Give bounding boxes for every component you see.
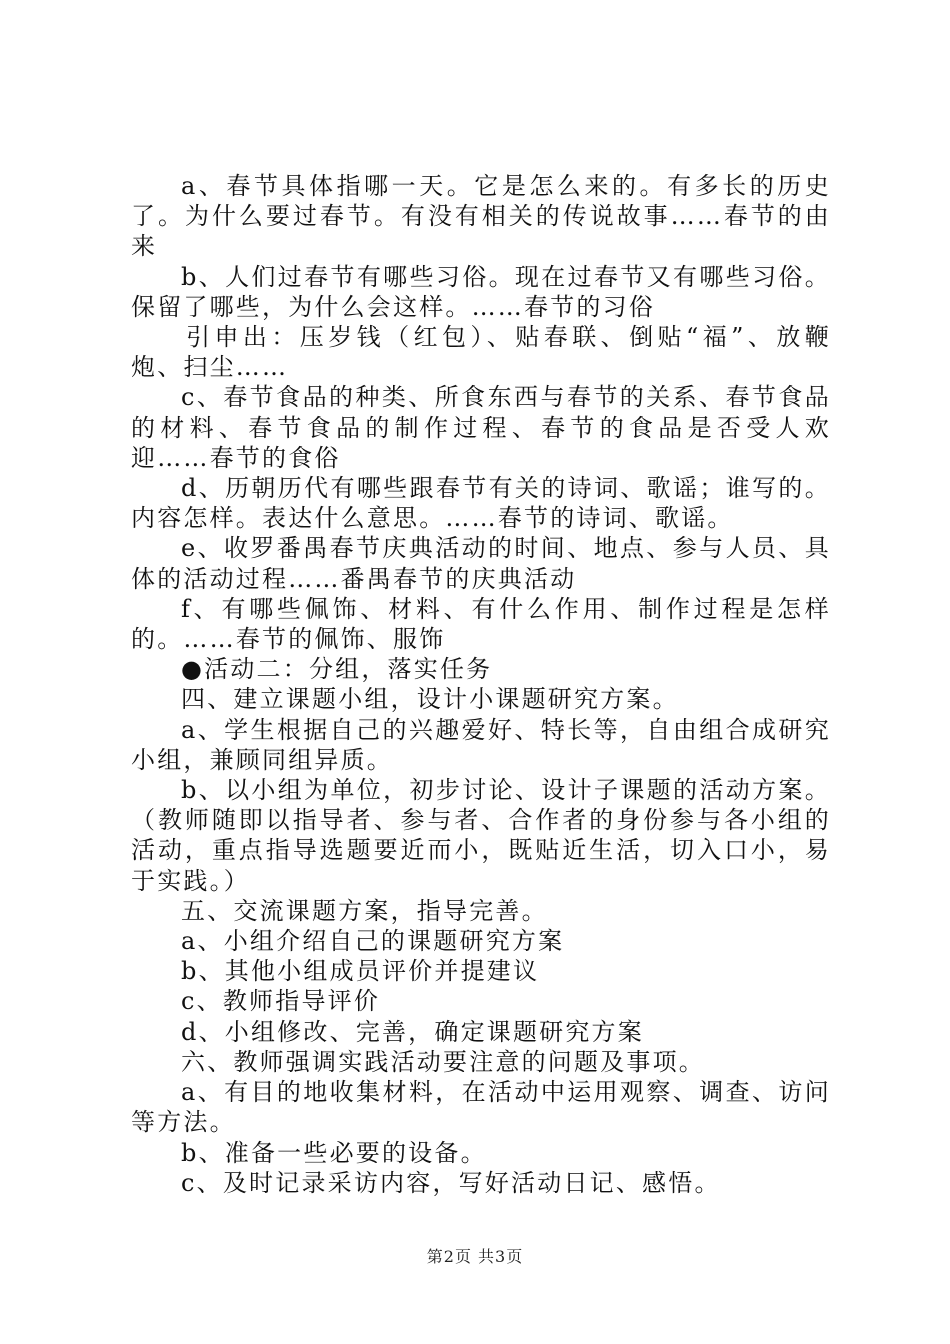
paragraph-food: c、春节食品的种类、所食东西与春节的关系、春节食品的材料、春节食品的制作过程、春节的食品是否受人欢迎……春节的食俗 [131, 383, 831, 472]
list-item-6a: a、有目的地收集材料，在活动中运用观察、调查、访问等方法。 [131, 1078, 831, 1137]
list-item-5d: d、小组修改、完善，确定课题研究方案 [181, 1017, 644, 1046]
paragraph-group-plan: b、以小组为单位，初步讨论、设计子课题的活动方案。（教师随即以指导者、参与者、合作者的身份参与各小组的活动，重点指导选题要近而小，既贴近生活，切入口小，易于实践。） [131, 776, 831, 895]
page-footer: 第2页 共3页 [426, 1247, 524, 1266]
section-heading-five: 五、交流课题方案，指导完善。 [181, 896, 548, 925]
section-heading-four: 四、建立课题小组，设计小课题研究方案。 [181, 685, 679, 714]
list-item-5c: c、教师指导评价 [181, 987, 381, 1016]
paragraph-origin: a、春节具体指哪一天。它是怎么来的。有多长的历史了。为什么要过春节。有没有相关的传说故事……春节的由来 [131, 172, 831, 261]
paragraph-accessories: f、有哪些佩饰、材料、有什么作用、制作过程是怎样的。……春节的佩饰、服饰 [131, 594, 831, 654]
paragraph-customs: b、人们过春节有哪些习俗。现在过春节又有哪些习俗。保留了哪些，为什么会这样。……春节的习俗 [131, 262, 831, 321]
list-item-6b: b、准备一些必要的设备。 [181, 1138, 487, 1167]
section-heading-six: 六、教师强调实践活动要注意的问题及事项。 [181, 1047, 705, 1076]
paragraph-group-formation: a、学生根据自己的兴趣爱好、特长等，自由组合成研究小组，兼顾同组异质。 [131, 715, 831, 774]
document-body [131, 171, 831, 1198]
paragraph-celebrations: e、收罗番禺春节庆典活动的时间、地点、参与人员、具体的活动过程……番禺春节的庆典活动 [131, 534, 831, 593]
paragraph-customs-examples: 引申出：压岁钱（红包）、贴春联、倒贴“福”、放鞭炮、扫尘…… [131, 323, 831, 382]
paragraph-poems: d、历朝历代有哪些跟春节有关的诗词、歌谣；谁写的。内容怎样。表达什么意思。……春节的诗词、歌谣。 [131, 474, 831, 533]
list-item-6c: c、及时记录采访内容，写好活动日记、感悟。 [181, 1168, 721, 1197]
section-heading-activity-two: ●活动二：分组，落实任务 [181, 655, 493, 684]
list-item-5b: b、其他小组成员评价并提建议 [181, 957, 540, 986]
list-item-5a: a、小组介绍自己的课题研究方案 [181, 927, 565, 956]
